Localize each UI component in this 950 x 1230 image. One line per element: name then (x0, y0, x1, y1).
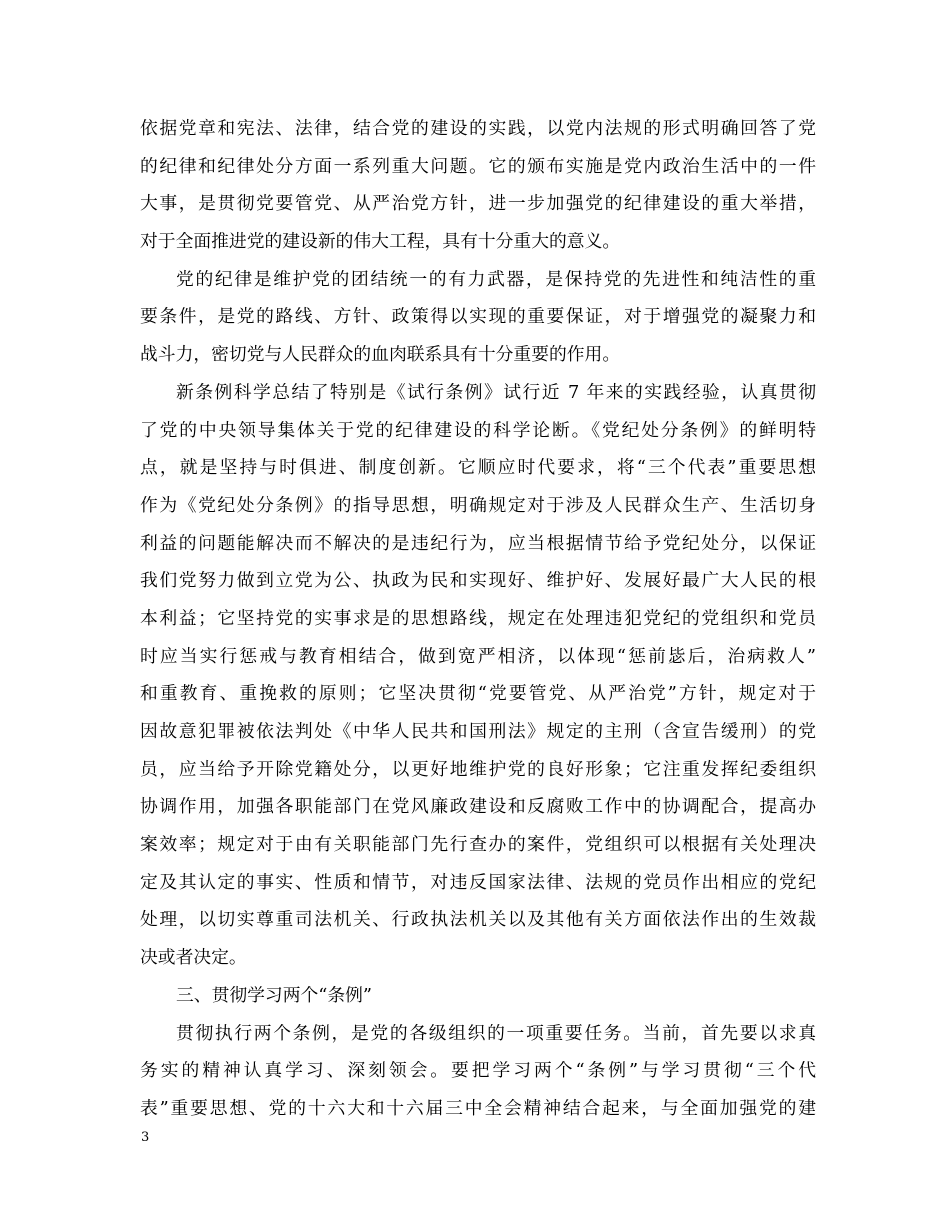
text-line: 案效率；规定对于由有关职能部门先行查办的案件，党组织可以根据有关处理决 (140, 834, 816, 856)
text-line: 决或者决定。 (140, 947, 247, 969)
text-line: 的纪律和纪律处分方面一系列重大问题。它的颁布实施是党内政治生活中的一件 (140, 155, 816, 177)
text-line: 大事，是贯彻党要管党、从严治党方针，进一步加强党的纪律建设的重大举措， (140, 193, 816, 215)
text-line: 和重教育、重挽救的原则；它坚决贯彻“党要管党、从严治党”方针，规定对于 (140, 683, 816, 705)
text-line: 处理，以切实尊重司法机关、行政执法机关以及其他有关方面依法作出的生效裁 (140, 909, 816, 931)
page-number: 3 (141, 1130, 150, 1145)
text-line: 协调作用，加强各职能部门在党风廉政建设和反腐败工作中的协调配合，提高办 (140, 796, 816, 818)
text-line: 三、贯彻学习两个“条例” (176, 984, 372, 1006)
text-line: 贯彻执行两个条例，是党的各级组织的一项重要任务。当前，首先要以求真 (176, 1022, 816, 1044)
text-line: 党的纪律是维护党的团结统一的有力武器，是保持党的先进性和纯洁性的重 (176, 268, 816, 290)
text-line: 作为《党纪处分条例》的指导思想，明确规定对于涉及人民群众生产、生活切身 (140, 494, 816, 516)
body-text (140, 110, 816, 1128)
text-line: 务实的精神认真学习、深刻领会。要把学习两个“条例”与学习贯彻“三个代 (140, 1060, 816, 1082)
text-line: 我们党努力做到立党为公、执政为民和实现好、维护好、发展好最广大人民的根 (140, 570, 816, 592)
text-line: 依据党章和宪法、法律，结合党的建设的实践，以党内法规的形式明确回答了党 (140, 118, 816, 139)
text-line: 要条件，是党的路线、方针、政策得以实现的重要保证，对于增强党的凝聚力和 (140, 306, 816, 328)
text-line: 定及其认定的事实、性质和情节，对违反国家法律、法规的党员作出相应的党纪 (140, 871, 816, 893)
text-line: 本利益；它坚持党的实事求是的思想路线，规定在处理违犯党纪的党组织和党员 (140, 607, 816, 629)
text-line: 利益的问题能解决而不解决的是违纪行为，应当根据情节给予党纪处分，以保证 (140, 532, 816, 554)
text-line: 时应当实行惩戒与教育相结合，做到宽严相济，以体现“惩前毖后，治病救人” (140, 645, 816, 667)
text-line: 对于全面推进党的建设新的伟大工程，具有十分重大的意义。 (140, 231, 621, 253)
text-line: 了党的中央领导集体关于党的纪律建设的科学论断。《党纪处分条例》的鲜明特 (140, 419, 816, 441)
text-line: 点，就是坚持与时俱进、制度创新。它顺应时代要求，将“三个代表”重要思想 (140, 457, 816, 479)
text-line: 员，应当给予开除党籍处分，以更好地维护党的良好形象；它注重发挥纪委组织 (140, 758, 816, 780)
text-line: 战斗力，密切党与人民群众的血肉联系具有十分重要的作用。 (140, 344, 621, 366)
text-line: 因故意犯罪被依法判处《中华人民共和国刑法》规定的主刑（含宣告缓刑）的党 (140, 721, 816, 742)
text-line: 新条例科学总结了特别是《试行条例》试行近 7 年来的实践经验，认真贯彻 (176, 381, 816, 403)
text-line: 表”重要思想、党的十六大和十六届三中全会精神结合起来，与全面加强党的建 (140, 1097, 816, 1119)
